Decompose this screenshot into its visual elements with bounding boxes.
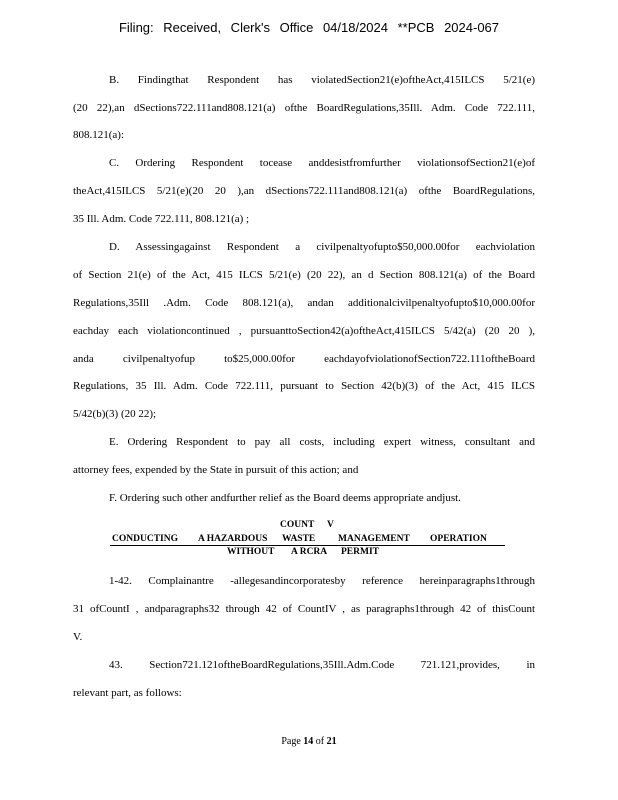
paragraph-e-line-2: attorney fees, expended by the State in pursuit of this action; and [73, 464, 359, 476]
paragraph-43-line-1: 43. Section721.121oftheBoardRegulations,35Ill.Adm.Code 721.121,provides, in [109, 659, 535, 671]
paragraph-d-line-3: Regulations,35Ill .Adm. Code 808.121(a), andan additionalcivilpenaltyofupto$10,000.00for [73, 297, 535, 309]
paragraph-1-42-line-2: 31 ofCountI , andparagraphs32 through 42 of CountIV , as paragraphs1through 42 of thisCount [73, 603, 535, 615]
heading-word-without: WITHOUT [227, 547, 275, 557]
of-label: of [315, 736, 325, 747]
paragraph-e-line-1: E. Ordering Respondent to pay all costs, including expert witness, consultant and [109, 436, 535, 448]
heading-underline [110, 545, 505, 546]
page-number: 14 [303, 736, 314, 747]
heading-word-permit: PERMIT [341, 547, 379, 557]
paragraph-d-line-1: D. Assessingagainst Respondent a civilpenaltyofupto$50,000.00for eachviolation [109, 241, 535, 253]
heading-word-rcra: A RCRA [291, 547, 328, 557]
paragraph-1-42-line-1: 1-42. Complainantre -allegesandincorporatesby reference hereinparagraphs1through [109, 575, 535, 587]
page-footer [0, 736, 618, 747]
paragraph-b-line-1: B. Findingthat Respondent has violatedSection21(e)oftheAct,415ILCS 5/21(e) [109, 74, 535, 86]
heading-word-management: MANAGEMENT [338, 534, 410, 544]
paragraph-c-line-1: C. Ordering Respondent tocease anddesistfromfurther violationsofSection21(e)of [109, 157, 535, 169]
paragraph-b-line-3: 808.121(a): [73, 129, 125, 141]
heading-word-conducting: CONDUCTING [112, 534, 178, 544]
heading-word-hazardous: A HAZARDOUS [198, 534, 268, 544]
page-label: Page [281, 736, 301, 747]
paragraph-d-line-4: eachday each violationcontinued , pursuanttoSection42(a)oftheAct,415ILCS 5/42(a) (20 20 ), [73, 325, 535, 337]
paragraph-d-line-6: Regulations, 35 Ill. Adm. Code 722.111, pursuant to Section 42(b)(3) of the Act, 415 ILCS [73, 380, 535, 392]
paragraph-1-42-line-3: V. [73, 631, 83, 643]
paragraph-b-line-2: (20 22),an dSections722.111and808.121(a) ofthe BoardRegulations,35Ill. Adm. Code 722.111, [73, 102, 535, 114]
heading-word-operation: OPERATION [430, 534, 487, 544]
paragraph-c-line-2: theAct,415ILCS 5/21(e)(20 20 ),an dSections722.111and808.121(a) ofthe BoardRegulations, [73, 185, 535, 197]
paragraph-f-line-1: F. Ordering such other andfurther relief as the Board deems appropriate andjust. [109, 492, 461, 504]
paragraph-43-line-2: relevant part, as follows: [73, 687, 182, 699]
heading-word-waste: WASTE [282, 534, 316, 544]
paragraph-d-line-5: anda civilpenaltyofup to$25,000.00for eachdayofviolationofSection722.111oftheBoard [73, 353, 535, 365]
paragraph-c-line-3: 35 Ill. Adm. Code 722.111, 808.121(a) ; [73, 213, 250, 225]
paragraph-d-line-2: of Section 21(e) of the Act, 415 ILCS 5/21(e) (20 22), an d Section 808.121(a) of the Board [73, 269, 535, 281]
count-numeral: V [327, 520, 334, 530]
count-label: COUNT [280, 520, 315, 530]
paragraph-d-line-7: 5/42(b)(3) (20 22); [73, 408, 157, 420]
total-pages: 21 [326, 736, 337, 747]
filing-stamp-header: Filing: Received, Clerk's Office 04/18/2024 **PCB 2024-067 [118, 20, 500, 35]
